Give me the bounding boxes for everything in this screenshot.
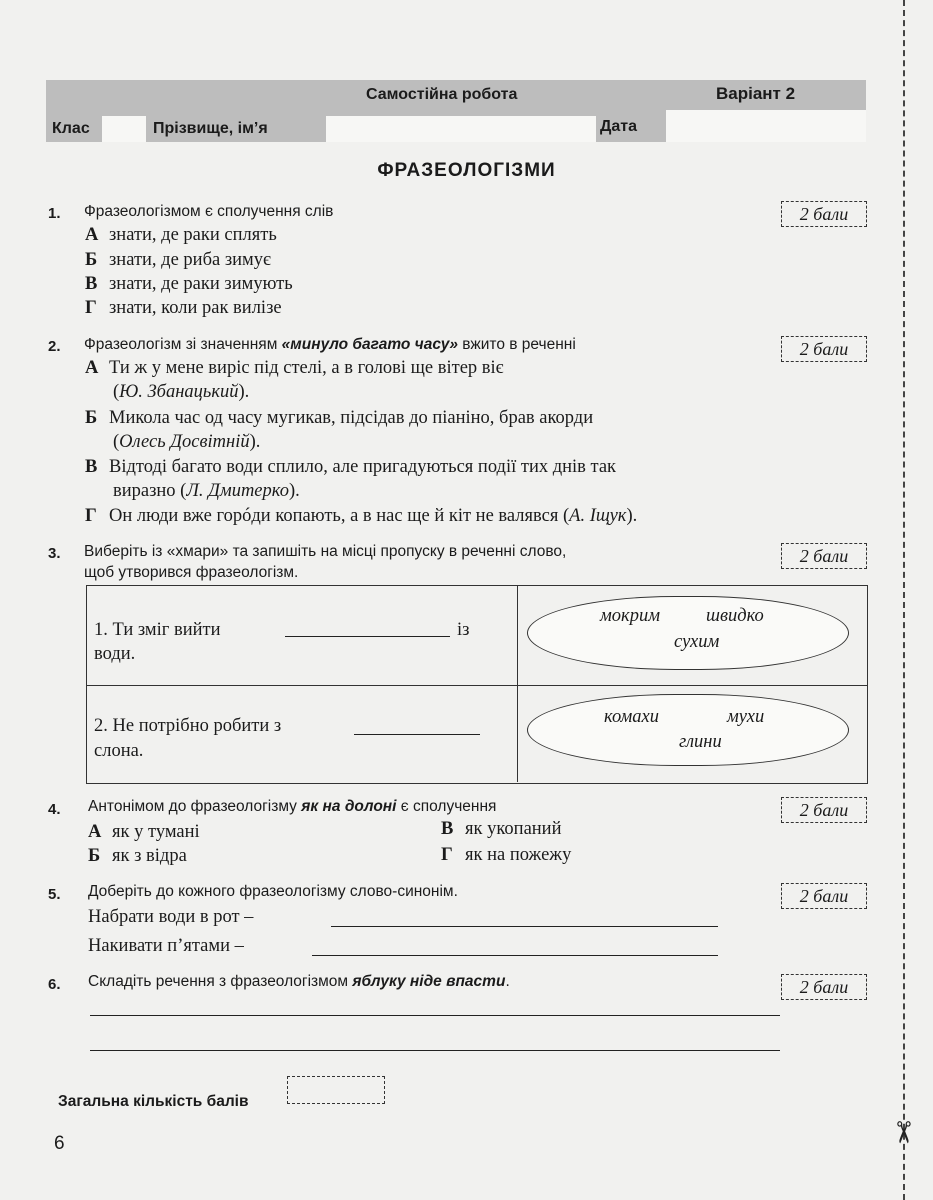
question-3-score: 2 бали xyxy=(781,543,867,569)
question-5-number: 5. xyxy=(48,886,61,903)
question-6-answer-line-2[interactable] xyxy=(90,1030,780,1051)
variant-label: Варіант 2 xyxy=(716,84,796,103)
question-5-score: 2 бали xyxy=(781,883,867,909)
q3-row2-sentence-end: слона. xyxy=(94,741,144,761)
question-3-number: 3. xyxy=(48,545,61,562)
question-1-score: 2 бали xyxy=(781,201,867,227)
word-cloud-1 xyxy=(527,596,849,670)
q3-row1-blank[interactable] xyxy=(285,614,450,637)
q3-row1-sentence-mid: із xyxy=(457,620,470,640)
question-5-item-1: Набрати води в рот – xyxy=(88,907,254,927)
question-1-text: Фразеологізмом є сполучення слів xyxy=(84,203,334,220)
cloud-2-word-2[interactable]: мухи xyxy=(727,707,765,727)
question-2-option-c[interactable]: В Відтоді багато води сплило, але пригадуються події тих днів так xyxy=(85,457,617,477)
question-4-number: 4. xyxy=(48,801,61,818)
cloud-1-word-3[interactable]: сухим xyxy=(674,632,720,652)
cloud-2-word-3[interactable]: глини xyxy=(679,732,722,752)
question-1-option-a[interactable]: А знати, де раки сплять xyxy=(85,225,277,245)
question-5-answer-1[interactable] xyxy=(331,905,718,927)
question-3-text-line2: щоб утворився фразеологізм. xyxy=(84,564,299,581)
table-divider-vertical xyxy=(517,585,518,782)
question-5-text: Доберіть до кожного фразеологізму слово-синонім. xyxy=(88,883,458,900)
q3-row1-sentence-start: 1. Ти зміг вийти xyxy=(94,620,221,640)
total-score-label: Загальна кількість балів xyxy=(58,1093,249,1110)
question-2-option-a-source: (Ю. Збанацький). xyxy=(113,382,250,402)
question-3-text-line1: Виберіть із «хмари» та запишіть на місці пропуску в реченні слово, xyxy=(84,543,567,560)
question-6-number: 6. xyxy=(48,976,61,993)
word-cloud-2 xyxy=(527,694,849,766)
q3-row1-sentence-end: води. xyxy=(94,644,136,664)
q3-row2-blank[interactable] xyxy=(354,712,480,735)
cloud-1-word-1[interactable]: мокрим xyxy=(600,606,661,626)
total-score-box[interactable] xyxy=(287,1076,385,1104)
question-4-option-b[interactable]: Б як з відра xyxy=(88,846,187,866)
worksheet-header xyxy=(46,80,866,142)
question-6-answer-line-1[interactable] xyxy=(90,995,780,1016)
date-field[interactable] xyxy=(666,110,866,142)
question-5-item-2: Накивати п’ятами – xyxy=(88,936,244,956)
question-6-score: 2 бали xyxy=(781,974,867,1000)
question-4-option-d[interactable]: Г як на пожежу xyxy=(441,845,572,865)
class-label: Клас xyxy=(52,120,90,137)
table-divider-horizontal xyxy=(86,685,868,686)
question-1-number: 1. xyxy=(48,205,61,222)
cloud-1-word-2[interactable]: швидко xyxy=(706,606,764,626)
question-2-score: 2 бали xyxy=(781,336,867,362)
question-4-option-c[interactable]: В як укопаний xyxy=(441,819,562,839)
class-field[interactable] xyxy=(102,116,146,142)
page-title: ФРАЗЕОЛОГІЗМИ xyxy=(377,160,556,181)
date-label: Дата xyxy=(600,118,638,135)
name-field[interactable] xyxy=(326,116,596,142)
question-5-answer-2[interactable] xyxy=(312,934,718,956)
q3-row2-sentence-start: 2. Не потрібно робити з xyxy=(94,716,282,736)
question-4-option-a[interactable]: А як у тумані xyxy=(88,822,200,842)
question-2-number: 2. xyxy=(48,338,61,355)
question-2-option-b[interactable]: Б Микола час од часу мугикав, підсідав до піаніно, брав акорди xyxy=(85,408,594,428)
question-6-text: Складіть речення з фразеологізмом яблуку ніде впасти. xyxy=(88,973,510,990)
question-1-option-d[interactable]: Г знати, коли рак вилізе xyxy=(85,298,282,318)
work-title: Самостійна робота xyxy=(366,86,518,103)
page-number: 6 xyxy=(54,1133,65,1154)
question-2-option-d[interactable]: Г Он люди вже горóди копають, а в нас ще й кіт не валявся (А. Іщук). xyxy=(85,506,638,526)
question-2-option-b-source: (Олесь Досвітній). xyxy=(113,432,261,452)
question-1-option-b[interactable]: Б знати, де риба зимує xyxy=(85,250,271,270)
question-4-text: Антонімом до фразеологізму як на долоні є сполучення xyxy=(88,798,497,815)
question-1-option-c[interactable]: В знати, де раки зимують xyxy=(85,274,293,294)
question-4-score: 2 бали xyxy=(781,797,867,823)
scissors-icon: ✂ xyxy=(885,1119,921,1146)
cloud-2-word-1[interactable]: комахи xyxy=(604,707,660,727)
question-2-option-a[interactable]: А Ти ж у мене виріс під стелі, а в голові ще вітер віє xyxy=(85,358,504,378)
name-label: Прізвище, ім’я xyxy=(153,120,268,137)
question-2-text: Фразеологізм зі значенням «минуло багато часу» вжито в реченні xyxy=(84,336,576,353)
question-2-option-c-source: виразно (Л. Дмитерко). xyxy=(113,481,300,501)
